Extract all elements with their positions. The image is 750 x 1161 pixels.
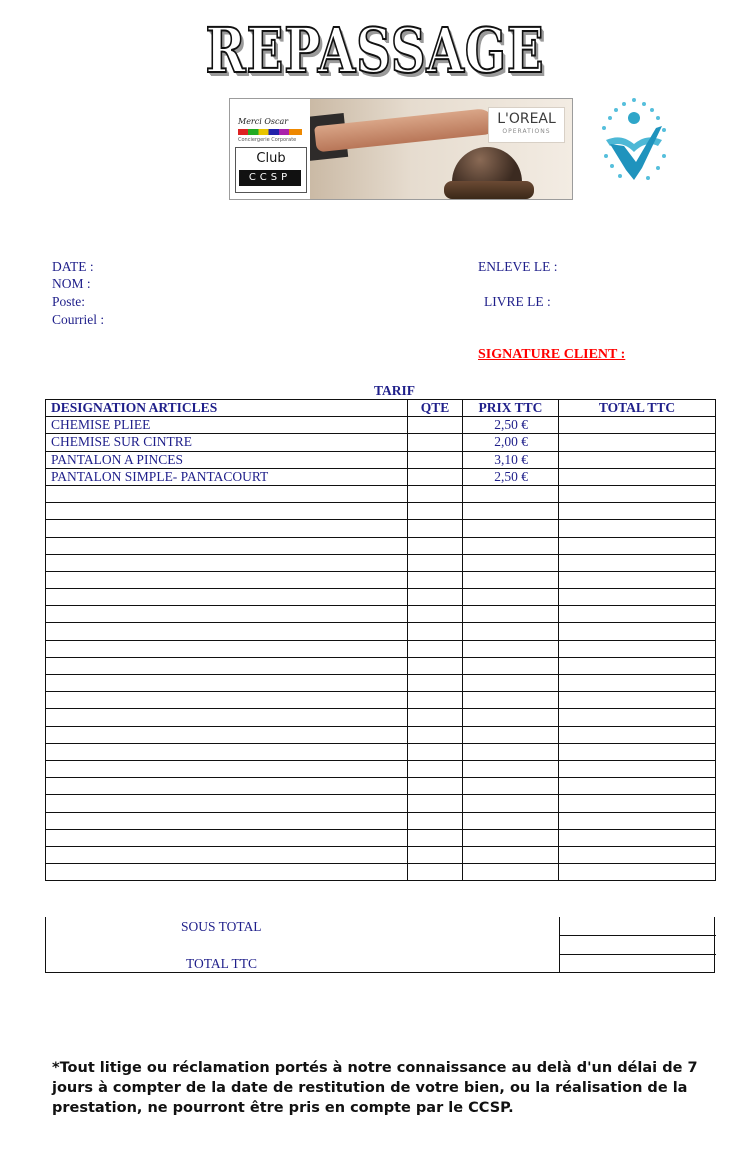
- table-row-empty: [46, 760, 716, 777]
- page-title: REPASSAGE: [205, 14, 545, 87]
- designation-cell[interactable]: [46, 571, 408, 588]
- total-cell[interactable]: [559, 606, 716, 623]
- prix-cell[interactable]: [463, 520, 559, 537]
- designation-cell[interactable]: [46, 778, 408, 795]
- table-row-empty: [46, 864, 716, 881]
- table-row-empty: [46, 657, 716, 674]
- prix-cell[interactable]: [463, 675, 559, 692]
- total-cell[interactable]: [559, 589, 716, 606]
- table-row-empty: [46, 503, 716, 520]
- designation-cell: CHEMISE SUR CINTRE: [46, 434, 408, 451]
- totals-row-line: [559, 935, 716, 936]
- table-row-empty: [46, 554, 716, 571]
- total-cell[interactable]: [559, 554, 716, 571]
- date-label: DATE :: [52, 259, 94, 274]
- total-cell[interactable]: [559, 434, 716, 451]
- table-row: [46, 451, 716, 468]
- merci-oscar-colorbar: [238, 129, 302, 135]
- qte-cell[interactable]: [408, 760, 463, 777]
- designation-cell[interactable]: [46, 675, 408, 692]
- designation-cell[interactable]: [46, 864, 408, 881]
- qte-cell[interactable]: [408, 554, 463, 571]
- total-cell[interactable]: [559, 829, 716, 846]
- qte-cell[interactable]: [408, 434, 463, 451]
- table-row-empty: [46, 571, 716, 588]
- designation-cell[interactable]: [46, 520, 408, 537]
- total-cell[interactable]: [559, 864, 716, 881]
- table-row-empty: [46, 846, 716, 863]
- total-cell[interactable]: [559, 520, 716, 537]
- qte-cell[interactable]: [408, 675, 463, 692]
- total-cell[interactable]: [559, 743, 716, 760]
- designation-cell[interactable]: [46, 795, 408, 812]
- header-prix: PRIX TTC: [463, 400, 559, 417]
- total-cell[interactable]: [559, 503, 716, 520]
- prix-cell[interactable]: [463, 812, 559, 829]
- qte-cell[interactable]: [408, 657, 463, 674]
- totals-row-line: [559, 954, 716, 955]
- total-cell[interactable]: [559, 468, 716, 485]
- table-row-empty: [46, 675, 716, 692]
- table-row-empty: [46, 812, 716, 829]
- total-cell[interactable]: [559, 778, 716, 795]
- table-row-empty: [46, 520, 716, 537]
- table-row-empty: [46, 709, 716, 726]
- prix-cell[interactable]: [463, 537, 559, 554]
- table-row-empty: [46, 537, 716, 554]
- table-row-empty: [46, 778, 716, 795]
- table-row: [46, 434, 716, 451]
- enleve-label: ENLEVE LE :: [478, 259, 558, 274]
- designation-cell[interactable]: [46, 537, 408, 554]
- sous-total-label: SOUS TOTAL: [181, 919, 262, 934]
- table-row-empty: [46, 606, 716, 623]
- prix-cell[interactable]: [463, 760, 559, 777]
- table-row-empty: [46, 640, 716, 657]
- designation-cell[interactable]: [46, 606, 408, 623]
- table-row-empty: [46, 623, 716, 640]
- qte-cell[interactable]: [408, 709, 463, 726]
- designation-cell: PANTALON SIMPLE- PANTACOURT: [46, 468, 408, 485]
- prix-cell[interactable]: [463, 692, 559, 709]
- qte-cell[interactable]: [408, 743, 463, 760]
- prix-cell: 2,50 €: [463, 468, 559, 485]
- qte-cell[interactable]: [408, 451, 463, 468]
- designation-cell[interactable]: [46, 589, 408, 606]
- designation-cell[interactable]: [46, 760, 408, 777]
- prix-cell[interactable]: [463, 795, 559, 812]
- prix-cell[interactable]: [463, 743, 559, 760]
- prix-cell[interactable]: [463, 571, 559, 588]
- prix-cell[interactable]: [463, 846, 559, 863]
- qte-cell[interactable]: [408, 571, 463, 588]
- ccsp-text: CCSP: [239, 170, 301, 186]
- prix-cell[interactable]: [463, 778, 559, 795]
- table-header-row: [46, 400, 716, 417]
- totals-divider: [559, 917, 560, 973]
- qte-cell[interactable]: [408, 829, 463, 846]
- total-cell[interactable]: [559, 485, 716, 502]
- header-designation: DESIGNATION ARTICLES: [46, 400, 408, 417]
- qte-cell[interactable]: [408, 846, 463, 863]
- table-row-empty: [46, 829, 716, 846]
- designation-cell[interactable]: [46, 485, 408, 502]
- qte-cell[interactable]: [408, 520, 463, 537]
- designation-cell[interactable]: [46, 623, 408, 640]
- designation-cell[interactable]: [46, 743, 408, 760]
- qte-cell[interactable]: [408, 589, 463, 606]
- total-cell[interactable]: [559, 726, 716, 743]
- courriel-label: Courriel :: [52, 312, 105, 327]
- table-row-empty: [46, 485, 716, 502]
- qte-cell[interactable]: [408, 606, 463, 623]
- total-cell[interactable]: [559, 571, 716, 588]
- club-text: Club: [256, 151, 286, 166]
- qte-cell[interactable]: [408, 864, 463, 881]
- merci-oscar-logo: Merci Oscar: [238, 117, 289, 126]
- qte-cell[interactable]: [408, 795, 463, 812]
- designation-cell[interactable]: [46, 829, 408, 846]
- prix-cell: 2,50 €: [463, 417, 559, 434]
- prix-cell[interactable]: [463, 864, 559, 881]
- prix-cell[interactable]: [463, 640, 559, 657]
- prix-cell[interactable]: [463, 606, 559, 623]
- total-cell[interactable]: [559, 675, 716, 692]
- banner-logo-panel: [230, 99, 310, 199]
- total-cell[interactable]: [559, 812, 716, 829]
- club-ccsp-logo: [235, 147, 307, 193]
- table-row-empty: [46, 795, 716, 812]
- concierge-text: Conciergerie Corporate: [238, 137, 297, 143]
- header-qte: QTE: [408, 400, 463, 417]
- designation-cell[interactable]: [46, 709, 408, 726]
- table-row-empty: [46, 692, 716, 709]
- nom-label: NOM :: [52, 276, 91, 291]
- loreal-logo: [488, 107, 565, 143]
- prix-cell[interactable]: [463, 726, 559, 743]
- designation-cell[interactable]: [46, 640, 408, 657]
- operations-text: OPERATIONS: [502, 128, 551, 135]
- disclaimer-note: *Tout litige ou réclamation portés à notre connaissance au delà d'un délai de 7 jours à compter de la date de restitution de votre bien, ou la réalisation de la prestation, ne pourront être pris en compte par le CCSP.: [52, 1060, 698, 1116]
- table-row: [46, 468, 716, 485]
- qte-cell[interactable]: [408, 537, 463, 554]
- prix-cell[interactable]: [463, 709, 559, 726]
- qte-cell[interactable]: [408, 485, 463, 502]
- designation-cell[interactable]: [46, 503, 408, 520]
- total-cell[interactable]: [559, 657, 716, 674]
- prix-cell: 3,10 €: [463, 451, 559, 468]
- designation-cell[interactable]: [46, 692, 408, 709]
- tarif-caption: TARIF: [374, 383, 416, 398]
- qte-cell[interactable]: [408, 623, 463, 640]
- qte-cell[interactable]: [408, 640, 463, 657]
- designation-cell[interactable]: [46, 657, 408, 674]
- loreal-text: L'OREAL: [497, 111, 556, 127]
- livre-label: LIVRE LE :: [484, 294, 551, 309]
- qte-cell[interactable]: [408, 692, 463, 709]
- poste-label: Poste:: [52, 294, 86, 309]
- table-row-empty: [46, 726, 716, 743]
- designation-cell: PANTALON A PINCES: [46, 451, 408, 468]
- service-bell-base: [444, 181, 534, 199]
- prix-cell[interactable]: [463, 503, 559, 520]
- qte-cell[interactable]: [408, 778, 463, 795]
- qte-cell[interactable]: [408, 726, 463, 743]
- table-row-empty: [46, 589, 716, 606]
- qte-cell[interactable]: [408, 417, 463, 434]
- header-banner-image: [229, 98, 573, 200]
- total-cell[interactable]: [559, 846, 716, 863]
- designation-cell[interactable]: [46, 554, 408, 571]
- table-row: [46, 417, 716, 434]
- total-cell[interactable]: [559, 795, 716, 812]
- qte-cell[interactable]: [408, 468, 463, 485]
- designation-cell[interactable]: [46, 846, 408, 863]
- tarif-table: [45, 399, 716, 881]
- total-cell[interactable]: [559, 640, 716, 657]
- designation-cell[interactable]: [46, 812, 408, 829]
- prix-cell[interactable]: [463, 657, 559, 674]
- total-cell[interactable]: [559, 537, 716, 554]
- prix-cell[interactable]: [463, 554, 559, 571]
- total-cell[interactable]: [559, 451, 716, 468]
- total-cell[interactable]: [559, 709, 716, 726]
- prix-cell[interactable]: [463, 589, 559, 606]
- total-cell[interactable]: [559, 692, 716, 709]
- prix-cell[interactable]: [463, 829, 559, 846]
- qte-cell[interactable]: [408, 812, 463, 829]
- total-ttc-label: TOTAL TTC: [186, 956, 258, 971]
- total-cell[interactable]: [559, 623, 716, 640]
- qte-cell[interactable]: [408, 503, 463, 520]
- totals-block: [45, 917, 715, 973]
- designation-cell: CHEMISE PLIEE: [46, 417, 408, 434]
- signature-client-label: SIGNATURE CLIENT :: [478, 347, 626, 362]
- person-check-logo-icon: [596, 96, 672, 186]
- prix-cell[interactable]: [463, 623, 559, 640]
- total-cell[interactable]: [559, 760, 716, 777]
- designation-cell[interactable]: [46, 726, 408, 743]
- prix-cell[interactable]: [463, 485, 559, 502]
- table-row-empty: [46, 743, 716, 760]
- prix-cell: 2,00 €: [463, 434, 559, 451]
- total-cell[interactable]: [559, 417, 716, 434]
- header-total: TOTAL TTC: [559, 400, 716, 417]
